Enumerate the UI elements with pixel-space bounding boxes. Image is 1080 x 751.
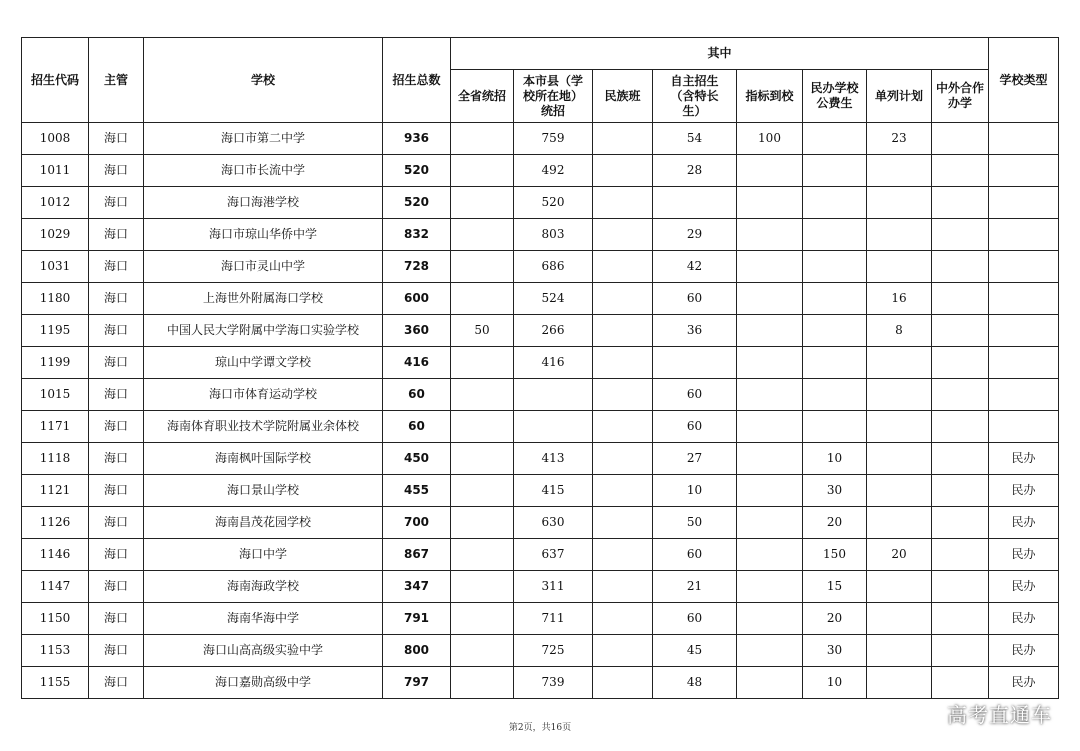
row-school: 海南体育职业技术学院附属业余体校 [144, 411, 383, 443]
row-quota-to-school [737, 347, 803, 379]
row-code: 1121 [22, 475, 89, 507]
table-row [22, 379, 1059, 411]
row-private-public: 15 [803, 571, 867, 603]
row-school-type [989, 155, 1059, 187]
row-total: 520 [383, 187, 451, 219]
table-row [22, 603, 1059, 635]
table-row [22, 635, 1059, 667]
row-ethnic-class [593, 347, 653, 379]
row-school-type [989, 251, 1059, 283]
row-ethnic-class [593, 123, 653, 155]
row-separate-plan [867, 187, 932, 219]
row-total: 60 [383, 379, 451, 411]
row-joint-program [932, 219, 989, 251]
row-total: 797 [383, 667, 451, 699]
row-joint-program [932, 475, 989, 507]
row-ethnic-class [593, 475, 653, 507]
table-row [22, 123, 1059, 155]
row-ethnic-class [593, 603, 653, 635]
header-local-quota-text: 本市县（学校所在地）统招 [522, 73, 583, 118]
row-private-public [803, 251, 867, 283]
row-joint-program [932, 667, 989, 699]
row-province-quota [451, 475, 514, 507]
row-school-type: 民办 [989, 443, 1059, 475]
row-province-quota [451, 123, 514, 155]
row-quota-to-school [737, 507, 803, 539]
row-quota-to-school [737, 539, 803, 571]
row-separate-plan [867, 475, 932, 507]
row-private-public: 150 [803, 539, 867, 571]
table-row [22, 539, 1059, 571]
watermark: 高考直通车 [947, 703, 1052, 727]
row-code: 1199 [22, 347, 89, 379]
row-ethnic-class [593, 315, 653, 347]
row-joint-program [932, 347, 989, 379]
row-code: 1150 [22, 603, 89, 635]
row-joint-program [932, 411, 989, 443]
row-school: 上海世外附属海口学校 [144, 283, 383, 315]
row-ethnic-class [593, 539, 653, 571]
row-code: 1180 [22, 283, 89, 315]
row-province-quota [451, 347, 514, 379]
row-province-quota [451, 539, 514, 571]
row-quota-to-school: 100 [737, 123, 803, 155]
row-quota-to-school [737, 667, 803, 699]
header-local-quota [514, 70, 593, 123]
row-private-public [803, 155, 867, 187]
row-ethnic-class [593, 443, 653, 475]
row-joint-program [932, 251, 989, 283]
row-quota-to-school [737, 219, 803, 251]
row-joint-program [932, 507, 989, 539]
row-total: 455 [383, 475, 451, 507]
row-code: 1153 [22, 635, 89, 667]
row-school: 琼山中学谭文学校 [144, 347, 383, 379]
row-authority: 海口 [89, 507, 144, 539]
header-school: 学校 [144, 38, 383, 123]
row-separate-plan [867, 219, 932, 251]
row-local-quota: 739 [514, 667, 593, 699]
row-local-quota: 759 [514, 123, 593, 155]
row-independent: 50 [653, 507, 737, 539]
row-school-type [989, 347, 1059, 379]
row-school: 海口山高高级实验中学 [144, 635, 383, 667]
table-row [22, 411, 1059, 443]
row-private-public: 30 [803, 475, 867, 507]
row-code: 1118 [22, 443, 89, 475]
row-private-public [803, 187, 867, 219]
header-province-quota: 全省统招 [451, 70, 514, 123]
row-authority: 海口 [89, 475, 144, 507]
row-authority: 海口 [89, 379, 144, 411]
row-private-public: 20 [803, 507, 867, 539]
row-separate-plan [867, 411, 932, 443]
row-separate-plan [867, 347, 932, 379]
row-province-quota [451, 443, 514, 475]
row-authority: 海口 [89, 411, 144, 443]
row-local-quota: 725 [514, 635, 593, 667]
row-province-quota [451, 155, 514, 187]
row-independent: 29 [653, 219, 737, 251]
row-local-quota: 524 [514, 283, 593, 315]
row-private-public [803, 411, 867, 443]
row-code: 1029 [22, 219, 89, 251]
row-code: 1195 [22, 315, 89, 347]
row-separate-plan [867, 251, 932, 283]
row-authority: 海口 [89, 571, 144, 603]
row-school: 海口海港学校 [144, 187, 383, 219]
row-ethnic-class [593, 283, 653, 315]
row-independent [653, 347, 737, 379]
row-ethnic-class [593, 379, 653, 411]
row-code: 1031 [22, 251, 89, 283]
row-code: 1147 [22, 571, 89, 603]
table-row [22, 283, 1059, 315]
header-authority: 主管 [89, 38, 144, 123]
row-independent: 42 [653, 251, 737, 283]
row-school: 海南海政学校 [144, 571, 383, 603]
row-total: 800 [383, 635, 451, 667]
row-school-type: 民办 [989, 667, 1059, 699]
row-school-type [989, 219, 1059, 251]
enrollment-table [21, 37, 1059, 699]
table-row [22, 667, 1059, 699]
row-province-quota [451, 379, 514, 411]
header-independent-text: 自主招生（含特长生） [670, 73, 719, 118]
row-local-quota: 416 [514, 347, 593, 379]
row-code: 1171 [22, 411, 89, 443]
row-independent: 60 [653, 379, 737, 411]
row-private-public [803, 315, 867, 347]
row-province-quota [451, 507, 514, 539]
row-independent: 10 [653, 475, 737, 507]
row-province-quota [451, 187, 514, 219]
header-private-public-text: 民办学校公费生 [810, 81, 859, 110]
row-school-type: 民办 [989, 539, 1059, 571]
row-code: 1126 [22, 507, 89, 539]
header-type: 学校类型 [989, 38, 1059, 123]
row-quota-to-school [737, 571, 803, 603]
row-authority: 海口 [89, 443, 144, 475]
row-joint-program [932, 283, 989, 315]
header-quota-to-school: 指标到校 [737, 70, 803, 123]
row-ethnic-class [593, 219, 653, 251]
row-code: 1015 [22, 379, 89, 411]
row-private-public: 30 [803, 635, 867, 667]
header-joint-program [932, 70, 989, 123]
row-authority: 海口 [89, 635, 144, 667]
row-school: 海口景山学校 [144, 475, 383, 507]
row-total: 60 [383, 411, 451, 443]
row-joint-program [932, 635, 989, 667]
row-school-type: 民办 [989, 635, 1059, 667]
row-total: 867 [383, 539, 451, 571]
row-separate-plan: 8 [867, 315, 932, 347]
row-separate-plan [867, 379, 932, 411]
row-province-quota: 50 [451, 315, 514, 347]
row-local-quota: 520 [514, 187, 593, 219]
row-quota-to-school [737, 603, 803, 635]
row-local-quota [514, 379, 593, 411]
row-quota-to-school [737, 251, 803, 283]
row-school-type: 民办 [989, 475, 1059, 507]
row-local-quota: 803 [514, 219, 593, 251]
row-joint-program [932, 539, 989, 571]
page-footer: 第2页，共16页 [508, 723, 572, 733]
row-local-quota: 711 [514, 603, 593, 635]
row-independent: 48 [653, 667, 737, 699]
row-independent: 60 [653, 283, 737, 315]
row-independent: 45 [653, 635, 737, 667]
row-private-public [803, 123, 867, 155]
row-province-quota [451, 635, 514, 667]
row-private-public: 10 [803, 667, 867, 699]
row-ethnic-class [593, 251, 653, 283]
row-school: 海口市灵山中学 [144, 251, 383, 283]
row-authority: 海口 [89, 251, 144, 283]
row-province-quota [451, 603, 514, 635]
header-code: 招生代码 [22, 38, 89, 123]
row-school-type [989, 411, 1059, 443]
row-authority: 海口 [89, 347, 144, 379]
header-separate-plan: 单列计划 [867, 70, 932, 123]
row-school-type [989, 123, 1059, 155]
header-ethnic-class: 民族班 [593, 70, 653, 123]
row-authority: 海口 [89, 187, 144, 219]
row-school: 海口市琼山华侨中学 [144, 219, 383, 251]
row-province-quota [451, 571, 514, 603]
table-row [22, 315, 1059, 347]
row-independent: 54 [653, 123, 737, 155]
row-province-quota [451, 667, 514, 699]
row-total: 728 [383, 251, 451, 283]
row-school: 海口市第二中学 [144, 123, 383, 155]
row-independent: 21 [653, 571, 737, 603]
row-independent: 60 [653, 539, 737, 571]
row-school: 海南枫叶国际学校 [144, 443, 383, 475]
row-ethnic-class [593, 635, 653, 667]
row-school-type [989, 315, 1059, 347]
row-authority: 海口 [89, 539, 144, 571]
row-total: 360 [383, 315, 451, 347]
row-province-quota [451, 219, 514, 251]
row-total: 450 [383, 443, 451, 475]
header-total: 招生总数 [383, 38, 451, 123]
row-separate-plan [867, 667, 932, 699]
row-school: 海口中学 [144, 539, 383, 571]
row-ethnic-class [593, 155, 653, 187]
row-joint-program [932, 187, 989, 219]
table-row [22, 571, 1059, 603]
row-separate-plan [867, 443, 932, 475]
row-total: 791 [383, 603, 451, 635]
row-separate-plan: 16 [867, 283, 932, 315]
row-code: 1012 [22, 187, 89, 219]
table-row [22, 475, 1059, 507]
row-authority: 海口 [89, 219, 144, 251]
row-separate-plan [867, 635, 932, 667]
row-quota-to-school [737, 187, 803, 219]
row-school: 海口市体育运动学校 [144, 379, 383, 411]
row-total: 700 [383, 507, 451, 539]
row-authority: 海口 [89, 603, 144, 635]
row-school-type: 民办 [989, 603, 1059, 635]
row-quota-to-school [737, 475, 803, 507]
row-school: 海南昌茂花园学校 [144, 507, 383, 539]
row-school-type [989, 187, 1059, 219]
row-independent: 60 [653, 411, 737, 443]
row-independent: 27 [653, 443, 737, 475]
row-school: 海口市长流中学 [144, 155, 383, 187]
row-school: 海口嘉勋高级中学 [144, 667, 383, 699]
row-code: 1011 [22, 155, 89, 187]
row-joint-program [932, 315, 989, 347]
row-authority: 海口 [89, 123, 144, 155]
row-joint-program [932, 571, 989, 603]
row-quota-to-school [737, 443, 803, 475]
row-ethnic-class [593, 187, 653, 219]
row-total: 347 [383, 571, 451, 603]
row-province-quota [451, 411, 514, 443]
row-independent: 36 [653, 315, 737, 347]
row-code: 1008 [22, 123, 89, 155]
row-ethnic-class [593, 667, 653, 699]
row-joint-program [932, 379, 989, 411]
table-row [22, 155, 1059, 187]
row-quota-to-school [737, 411, 803, 443]
row-separate-plan [867, 155, 932, 187]
row-quota-to-school [737, 155, 803, 187]
row-joint-program [932, 123, 989, 155]
table-row [22, 219, 1059, 251]
row-independent [653, 187, 737, 219]
row-total: 416 [383, 347, 451, 379]
header-joint-program-text: 中外合作办学 [935, 81, 984, 110]
row-total: 600 [383, 283, 451, 315]
row-independent: 60 [653, 603, 737, 635]
row-total: 936 [383, 123, 451, 155]
row-authority: 海口 [89, 667, 144, 699]
header-group: 其中 [451, 38, 989, 70]
row-joint-program [932, 155, 989, 187]
row-school-type: 民办 [989, 571, 1059, 603]
row-quota-to-school [737, 315, 803, 347]
row-separate-plan: 23 [867, 123, 932, 155]
row-private-public: 10 [803, 443, 867, 475]
table-row [22, 507, 1059, 539]
row-school-type [989, 379, 1059, 411]
row-school: 海南华海中学 [144, 603, 383, 635]
table-row [22, 251, 1059, 283]
row-local-quota: 415 [514, 475, 593, 507]
row-local-quota: 266 [514, 315, 593, 347]
row-school: 中国人民大学附属中学海口实验学校 [144, 315, 383, 347]
row-quota-to-school [737, 635, 803, 667]
row-local-quota: 492 [514, 155, 593, 187]
row-authority: 海口 [89, 315, 144, 347]
row-authority: 海口 [89, 283, 144, 315]
row-private-public [803, 219, 867, 251]
row-code: 1146 [22, 539, 89, 571]
row-local-quota: 637 [514, 539, 593, 571]
row-ethnic-class [593, 571, 653, 603]
row-local-quota: 413 [514, 443, 593, 475]
row-total: 832 [383, 219, 451, 251]
row-quota-to-school [737, 379, 803, 411]
header-private-public [803, 70, 867, 123]
row-authority: 海口 [89, 155, 144, 187]
row-school-type [989, 283, 1059, 315]
row-ethnic-class [593, 507, 653, 539]
row-code: 1155 [22, 667, 89, 699]
row-local-quota: 686 [514, 251, 593, 283]
row-separate-plan: 20 [867, 539, 932, 571]
row-separate-plan [867, 603, 932, 635]
row-local-quota: 311 [514, 571, 593, 603]
row-school-type: 民办 [989, 507, 1059, 539]
row-private-public [803, 283, 867, 315]
row-private-public [803, 347, 867, 379]
row-quota-to-school [737, 283, 803, 315]
row-separate-plan [867, 571, 932, 603]
row-total: 520 [383, 155, 451, 187]
table-row [22, 347, 1059, 379]
row-local-quota [514, 411, 593, 443]
row-independent: 28 [653, 155, 737, 187]
table-row [22, 443, 1059, 475]
header-independent [653, 70, 737, 123]
row-private-public: 20 [803, 603, 867, 635]
row-province-quota [451, 251, 514, 283]
row-separate-plan [867, 507, 932, 539]
row-province-quota [451, 283, 514, 315]
row-joint-program [932, 443, 989, 475]
row-private-public [803, 379, 867, 411]
row-joint-program [932, 603, 989, 635]
row-local-quota: 630 [514, 507, 593, 539]
table-row [22, 187, 1059, 219]
row-ethnic-class [593, 411, 653, 443]
